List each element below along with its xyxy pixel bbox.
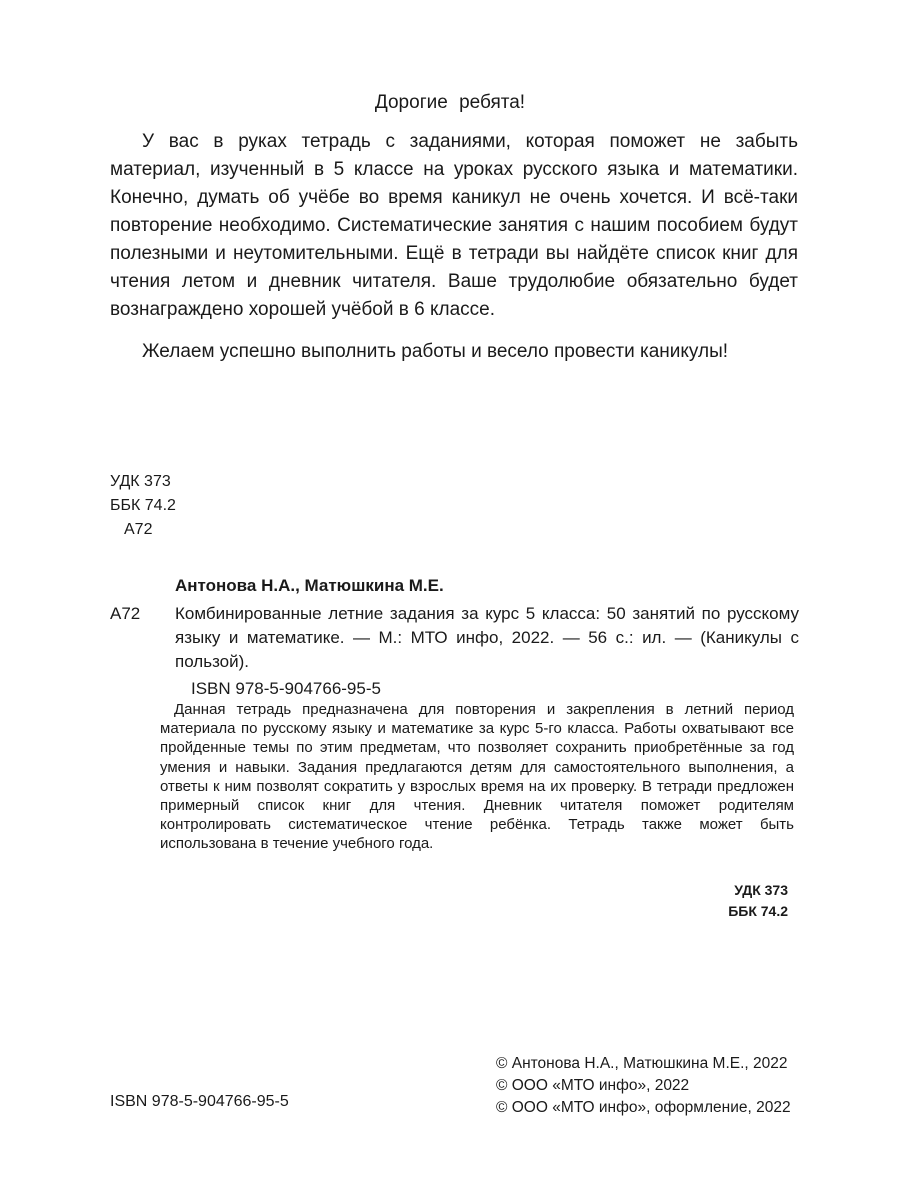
udk-code: УДК 373 xyxy=(110,473,171,490)
annotation: Данная тетрадь предназначена для повторения и закрепления в летний период материала по русскому языку и математике за курс 5-го класса. Работы охватывают все пройденные темы по этим предметам, что позволяет сохранить приобретённые за год умения и навыки. Задания предлагаются детям для самостоятельного выполнения, а ответы к ним позволят сократить у взрослых время на их проверку. В тетради предложен примерный список книг для чтения. Дневник читателя поможет родителям контролировать систематическое чтение ребёнка. Тетрадь также может быть использована в течение учебного года. xyxy=(160,701,794,853)
catalog-code: А72 xyxy=(110,604,141,623)
copyright-line: © Антонова Н.А., Матюшкина М.Е., 2022 xyxy=(496,1055,788,1072)
author-sign: А72 xyxy=(124,521,153,538)
copyright-line: © ООО «МТО инфо», 2022 xyxy=(496,1077,690,1094)
bbk-code-right: ББК 74.2 xyxy=(728,903,788,919)
classification-codes xyxy=(110,470,176,542)
intro-paragraph-1: У вас в руках тетрадь с заданиями, которая поможет не забыть материал, изученный в 5 классе на уроках русского языка и математики. Конечно, думать об учёбе во время каникул не очень хочется. И всё-таки повторение необходимо. Систематические занятия с нашим пособием будут полезными и неутомительными. Ещё в тетради вы найдёте список книг для чтения летом и дневник читателя. Ваше трудолюбие обязательно будет вознаграждено хорошей учёбой в 6 классе. xyxy=(110,131,798,320)
intro-title: Дорогие ребята! xyxy=(374,92,526,113)
copyright-line: © ООО «МТО инфо», оформление, 2022 xyxy=(496,1099,791,1116)
authors: Антонова Н.А., Матюшкина М.Е. xyxy=(175,576,444,595)
intro-paragraph-2: Желаем успешно выполнить работы и весело провести каникулы! xyxy=(142,341,729,362)
bibliographic-description: Комбинированные летние задания за курс 5 класса: 50 занятий по русскому языку и математике. — М.: МТО инфо, 2022. — 56 с.: ил. — (Каникулы с пользой). xyxy=(175,604,799,671)
right-codes xyxy=(728,880,788,922)
isbn: ISBN 978-5-904766-95-5 xyxy=(191,679,381,698)
udk-code-right: УДК 373 xyxy=(734,882,788,898)
copyright-block xyxy=(496,1053,791,1119)
footer-isbn: ISBN 978-5-904766-95-5 xyxy=(110,1093,289,1110)
bbk-code: ББК 74.2 xyxy=(110,497,176,514)
